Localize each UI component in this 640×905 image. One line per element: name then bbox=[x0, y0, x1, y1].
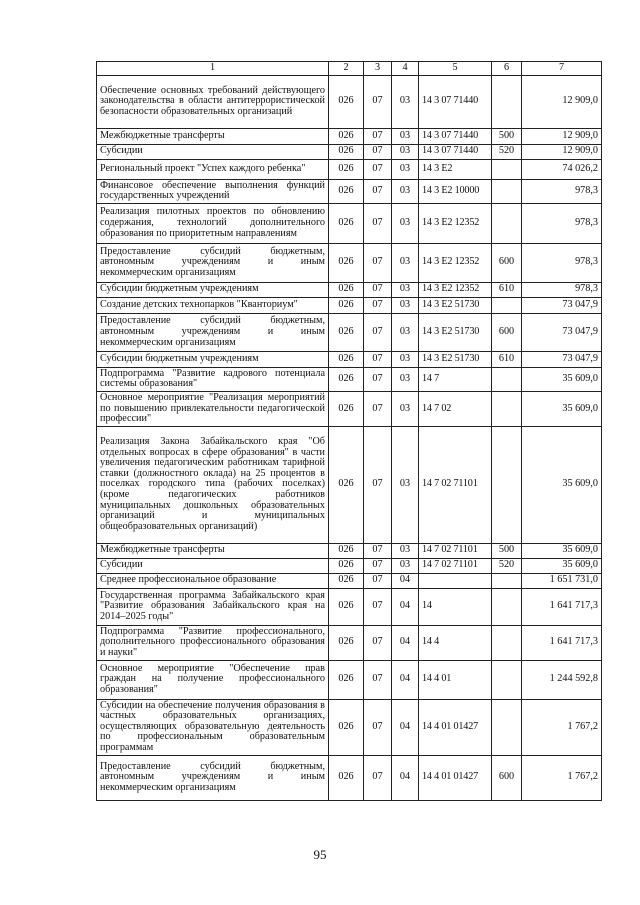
cell-amount: 35 609,0 bbox=[522, 558, 602, 573]
cell-amount: 1 641 717,3 bbox=[522, 588, 602, 625]
cell-section: 07 bbox=[364, 243, 392, 282]
cell-amount: 73 047,9 bbox=[522, 313, 602, 351]
cell-target-article: 14 3 07 71440 bbox=[419, 144, 492, 159]
cell-subsection: 03 bbox=[392, 128, 419, 144]
cell-amount: 978,3 bbox=[522, 282, 602, 297]
cell-subsection: 03 bbox=[392, 297, 419, 313]
table-row bbox=[97, 426, 602, 543]
cell-expense-type bbox=[492, 75, 522, 128]
cell-expense-type: 600 bbox=[492, 313, 522, 351]
cell-section: 07 bbox=[364, 543, 392, 558]
cell-subsection: 03 bbox=[392, 179, 419, 203]
cell-expense-type: 500 bbox=[492, 128, 522, 144]
cell-expense-type: 610 bbox=[492, 282, 522, 297]
cell-expense-type bbox=[492, 625, 522, 660]
cell-admin-code: 026 bbox=[329, 128, 364, 144]
cell-subsection: 03 bbox=[392, 543, 419, 558]
cell-amount: 35 609,0 bbox=[522, 426, 602, 543]
table-row bbox=[97, 144, 602, 159]
cell-target-article: 14 3 07 71440 bbox=[419, 75, 492, 128]
cell-name: Региональный проект "Успех каждого ребенка" bbox=[97, 159, 329, 179]
cell-subsection: 04 bbox=[392, 588, 419, 625]
cell-section: 07 bbox=[364, 699, 392, 755]
cell-amount: 978,3 bbox=[522, 243, 602, 282]
cell-admin-code: 026 bbox=[329, 75, 364, 128]
cell-admin-code: 026 bbox=[329, 391, 364, 426]
cell-admin-code: 026 bbox=[329, 699, 364, 755]
table-row bbox=[97, 573, 602, 588]
cell-subsection: 03 bbox=[392, 243, 419, 282]
cell-expense-type: 500 bbox=[492, 543, 522, 558]
header-col-2: 2 bbox=[329, 62, 364, 76]
cell-subsection: 03 bbox=[392, 159, 419, 179]
cell-expense-type: 610 bbox=[492, 351, 522, 367]
cell-section: 07 bbox=[364, 588, 392, 625]
cell-subsection: 03 bbox=[392, 75, 419, 128]
cell-section: 07 bbox=[364, 282, 392, 297]
cell-subsection: 03 bbox=[392, 203, 419, 243]
cell-target-article: 14 7 02 71101 bbox=[419, 558, 492, 573]
cell-target-article: 14 7 bbox=[419, 367, 492, 391]
header-col-3: 3 bbox=[364, 62, 392, 76]
cell-name: Субсидии bbox=[97, 558, 329, 573]
cell-section: 07 bbox=[364, 426, 392, 543]
cell-name: Обеспечение основных требований действующего законодательства в области антитеррористической безопасности образовательных организаций bbox=[97, 75, 329, 128]
cell-target-article: 14 3 E2 12352 bbox=[419, 282, 492, 297]
cell-amount: 12 909,0 bbox=[522, 144, 602, 159]
cell-admin-code: 026 bbox=[329, 588, 364, 625]
cell-target-article: 14 7 02 71101 bbox=[419, 426, 492, 543]
cell-admin-code: 026 bbox=[329, 179, 364, 203]
cell-name: Субсидии бюджетным учреждениям bbox=[97, 282, 329, 297]
cell-name: Предоставление субсидий бюджетным, автономным учреждениям и иным некоммерческим организациям bbox=[97, 313, 329, 351]
cell-expense-type: 600 bbox=[492, 243, 522, 282]
header-col-6: 6 bbox=[492, 62, 522, 76]
cell-name: Основное мероприятие "Обеспечение прав граждан на получение профессионального образования" bbox=[97, 660, 329, 699]
cell-section: 07 bbox=[364, 313, 392, 351]
table-row bbox=[97, 755, 602, 800]
cell-section: 07 bbox=[364, 203, 392, 243]
header-col-7: 7 bbox=[522, 62, 602, 76]
cell-admin-code: 026 bbox=[329, 426, 364, 543]
cell-target-article: 14 3 E2 51730 bbox=[419, 297, 492, 313]
cell-target-article: 14 3 E2 10000 bbox=[419, 179, 492, 203]
cell-amount: 1 767,2 bbox=[522, 755, 602, 800]
cell-section: 07 bbox=[364, 573, 392, 588]
cell-expense-type: 520 bbox=[492, 558, 522, 573]
cell-expense-type bbox=[492, 660, 522, 699]
cell-target-article: 14 3 07 71440 bbox=[419, 128, 492, 144]
cell-target-article: 14 bbox=[419, 588, 492, 625]
cell-target-article: 14 3 E2 12352 bbox=[419, 203, 492, 243]
cell-admin-code: 026 bbox=[329, 351, 364, 367]
cell-expense-type bbox=[492, 179, 522, 203]
cell-name: Подпрограмма "Развитие кадрового потенциала системы образования" bbox=[97, 367, 329, 391]
cell-target-article: 14 3 E2 bbox=[419, 159, 492, 179]
cell-admin-code: 026 bbox=[329, 367, 364, 391]
table-row bbox=[97, 179, 602, 203]
table-row bbox=[97, 543, 602, 558]
cell-amount: 978,3 bbox=[522, 203, 602, 243]
cell-expense-type: 520 bbox=[492, 144, 522, 159]
cell-admin-code: 026 bbox=[329, 660, 364, 699]
cell-target-article: 14 3 E2 51730 bbox=[419, 313, 492, 351]
cell-amount: 73 047,9 bbox=[522, 297, 602, 313]
cell-subsection: 04 bbox=[392, 755, 419, 800]
page-number: 95 bbox=[313, 847, 327, 862]
cell-amount: 1 767,2 bbox=[522, 699, 602, 755]
cell-amount: 74 026,2 bbox=[522, 159, 602, 179]
table-row bbox=[97, 313, 602, 351]
cell-amount: 978,3 bbox=[522, 179, 602, 203]
cell-name: Реализация пилотных проектов по обновлению содержания, технологий дополнительного образования по приоритетным направлениям bbox=[97, 203, 329, 243]
cell-admin-code: 026 bbox=[329, 144, 364, 159]
cell-admin-code: 026 bbox=[329, 573, 364, 588]
cell-target-article: 14 4 01 bbox=[419, 660, 492, 699]
table-row bbox=[97, 391, 602, 426]
cell-admin-code: 026 bbox=[329, 543, 364, 558]
cell-name: Субсидии бюджетным учреждениям bbox=[97, 351, 329, 367]
cell-name: Финансовое обеспечение выполнения функций государственных учреждений bbox=[97, 179, 329, 203]
cell-name: Создание детских технопарков "Кванториум" bbox=[97, 297, 329, 313]
cell-target-article: 14 7 02 71101 bbox=[419, 543, 492, 558]
header-col-1: 1 bbox=[97, 62, 329, 76]
cell-subsection: 03 bbox=[392, 391, 419, 426]
table-row bbox=[97, 75, 602, 128]
cell-expense-type bbox=[492, 426, 522, 543]
cell-section: 07 bbox=[364, 558, 392, 573]
cell-amount: 35 609,0 bbox=[522, 391, 602, 426]
table-row bbox=[97, 159, 602, 179]
cell-admin-code: 026 bbox=[329, 558, 364, 573]
cell-expense-type bbox=[492, 391, 522, 426]
cell-admin-code: 026 bbox=[329, 313, 364, 351]
cell-name: Межбюджетные трансферты bbox=[97, 543, 329, 558]
cell-section: 07 bbox=[364, 367, 392, 391]
cell-section: 07 bbox=[364, 144, 392, 159]
header-col-4: 4 bbox=[392, 62, 419, 76]
cell-name: Предоставление субсидий бюджетным, автономным учреждениям и иным некоммерческим организациям bbox=[97, 243, 329, 282]
cell-subsection: 03 bbox=[392, 426, 419, 543]
cell-target-article: 14 7 02 bbox=[419, 391, 492, 426]
cell-admin-code: 026 bbox=[329, 159, 364, 179]
table-row bbox=[97, 660, 602, 699]
cell-subsection: 03 bbox=[392, 351, 419, 367]
table-body bbox=[97, 62, 602, 801]
table-header-row bbox=[97, 62, 602, 76]
cell-name: Субсидии bbox=[97, 144, 329, 159]
cell-amount: 1 651 731,0 bbox=[522, 573, 602, 588]
budget-table bbox=[96, 61, 602, 801]
cell-target-article: 14 4 bbox=[419, 625, 492, 660]
cell-expense-type bbox=[492, 159, 522, 179]
cell-name: Реализация Закона Забайкальского края "Об отдельных вопросах в сфере образования" в части увеличения педагогическим работникам тарифной ставки (должностного оклада) на 25 процентов в поселках городского типа (рабочих поселках) (кроме педагогических работников муниципальных дошкольных образовательных организаций и муниципальных общеобразовательных организаций) bbox=[97, 426, 329, 543]
cell-subsection: 03 bbox=[392, 367, 419, 391]
cell-target-article: 14 4 01 01427 bbox=[419, 699, 492, 755]
cell-admin-code: 026 bbox=[329, 625, 364, 660]
cell-name: Основное мероприятие "Реализация мероприятий по повышению привлекательности педагогической профессии" bbox=[97, 391, 329, 426]
cell-section: 07 bbox=[364, 179, 392, 203]
cell-subsection: 03 bbox=[392, 558, 419, 573]
cell-section: 07 bbox=[364, 625, 392, 660]
table-row bbox=[97, 203, 602, 243]
cell-name: Предоставление субсидий бюджетным, автономным учреждениям и иным некоммерческим организациям bbox=[97, 755, 329, 800]
cell-amount: 12 909,0 bbox=[522, 128, 602, 144]
cell-amount: 1 641 717,3 bbox=[522, 625, 602, 660]
cell-amount: 12 909,0 bbox=[522, 75, 602, 128]
cell-target-article: 14 4 01 01427 bbox=[419, 755, 492, 800]
cell-target-article: 14 3 E2 12352 bbox=[419, 243, 492, 282]
cell-expense-type bbox=[492, 588, 522, 625]
table-row bbox=[97, 282, 602, 297]
cell-expense-type bbox=[492, 699, 522, 755]
cell-name: Среднее профессиональное образование bbox=[97, 573, 329, 588]
cell-name: Межбюджетные трансферты bbox=[97, 128, 329, 144]
cell-expense-type bbox=[492, 573, 522, 588]
cell-subsection: 04 bbox=[392, 625, 419, 660]
table-row bbox=[97, 351, 602, 367]
cell-expense-type bbox=[492, 297, 522, 313]
cell-section: 07 bbox=[364, 755, 392, 800]
cell-amount: 35 609,0 bbox=[522, 543, 602, 558]
cell-section: 07 bbox=[364, 660, 392, 699]
cell-admin-code: 026 bbox=[329, 755, 364, 800]
cell-subsection: 04 bbox=[392, 660, 419, 699]
table-row bbox=[97, 558, 602, 573]
cell-name: Субсидии на обеспечение получения образования в частных образовательных организациях, осуществляющих образовательную деятельность по профессиональным образовательным программам bbox=[97, 699, 329, 755]
cell-admin-code: 026 bbox=[329, 243, 364, 282]
cell-admin-code: 026 bbox=[329, 203, 364, 243]
table-row bbox=[97, 243, 602, 282]
table-row bbox=[97, 699, 602, 755]
cell-amount: 73 047,9 bbox=[522, 351, 602, 367]
cell-expense-type bbox=[492, 367, 522, 391]
cell-section: 07 bbox=[364, 391, 392, 426]
cell-subsection: 04 bbox=[392, 573, 419, 588]
cell-subsection: 03 bbox=[392, 144, 419, 159]
table-row bbox=[97, 128, 602, 144]
cell-section: 07 bbox=[364, 159, 392, 179]
table-row bbox=[97, 588, 602, 625]
cell-target-article bbox=[419, 573, 492, 588]
cell-section: 07 bbox=[364, 128, 392, 144]
cell-amount: 1 244 592,8 bbox=[522, 660, 602, 699]
cell-section: 07 bbox=[364, 297, 392, 313]
table-row bbox=[97, 625, 602, 660]
cell-admin-code: 026 bbox=[329, 282, 364, 297]
cell-name: Государственная программа Забайкальского края "Развитие образования Забайкальского края на 2014–2025 годы" bbox=[97, 588, 329, 625]
table-row bbox=[97, 367, 602, 391]
cell-section: 07 bbox=[364, 351, 392, 367]
cell-expense-type bbox=[492, 203, 522, 243]
header-col-5: 5 bbox=[419, 62, 492, 76]
cell-admin-code: 026 bbox=[329, 297, 364, 313]
cell-subsection: 03 bbox=[392, 313, 419, 351]
cell-target-article: 14 3 E2 51730 bbox=[419, 351, 492, 367]
cell-expense-type: 600 bbox=[492, 755, 522, 800]
cell-subsection: 03 bbox=[392, 282, 419, 297]
cell-subsection: 04 bbox=[392, 699, 419, 755]
cell-amount: 35 609,0 bbox=[522, 367, 602, 391]
cell-section: 07 bbox=[364, 75, 392, 128]
table-row bbox=[97, 297, 602, 313]
cell-name: Подпрограмма "Развитие профессионального, дополнительного профессионального образования и науки" bbox=[97, 625, 329, 660]
